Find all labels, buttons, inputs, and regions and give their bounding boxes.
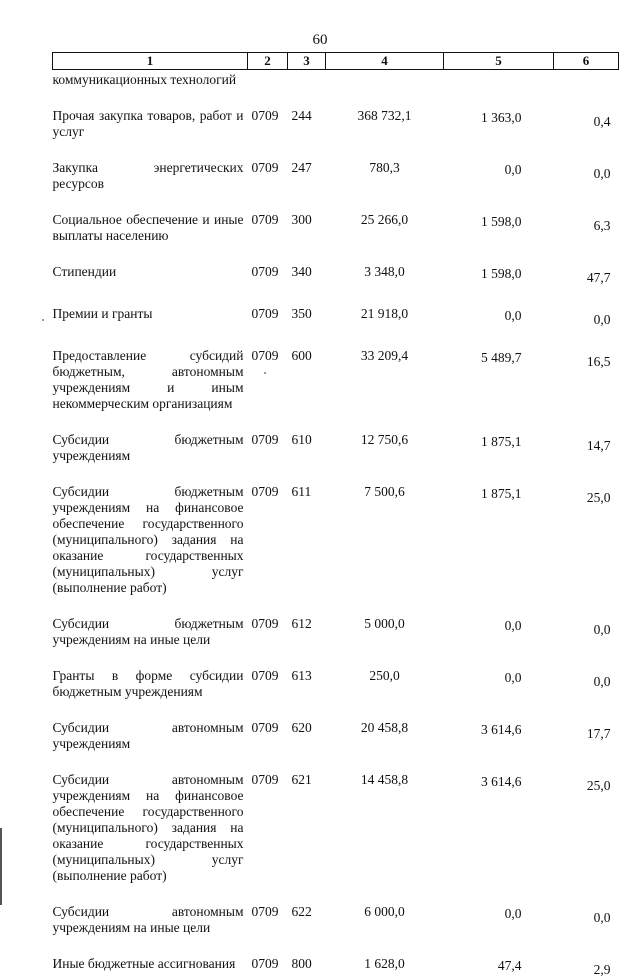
row-name: Субсидии бюджетным учреждениям на иные цели <box>52 616 244 647</box>
page-edge-mark <box>0 828 2 905</box>
row-executed-amount: 0,0 <box>504 670 522 685</box>
row-expense-code: 611 <box>291 484 312 499</box>
row-name: Социальное обеспечение и иные выплаты населению <box>52 212 244 243</box>
row-name: Закупка энергетических ресурсов <box>52 160 244 191</box>
row-percent: 6,3 <box>593 218 611 233</box>
row-section-code: 0709 <box>251 484 279 499</box>
row-name: Предоставление субсидий бюджетным, автономным учреждениям и иным некоммерческим организациям <box>52 348 244 411</box>
row-expense-code: 613 <box>291 668 312 683</box>
row-section-code: 0709 <box>251 264 279 279</box>
table-row <box>53 108 619 140</box>
row-percent: 0,0 <box>593 312 611 327</box>
row-section-code: 0709 <box>251 432 279 447</box>
row-planned-amount: 1 628,0 <box>364 956 405 971</box>
row-executed-amount: 1 875,1 <box>481 486 522 501</box>
row-gap <box>53 596 619 616</box>
row-expense-code: 300 <box>291 212 312 227</box>
row-planned-amount: 7 500,6 <box>364 484 405 499</box>
row-percent: 0,0 <box>593 622 611 637</box>
row-gap <box>53 936 619 956</box>
row-gap <box>53 752 619 772</box>
table-row <box>53 720 619 752</box>
header-col-1: 1 <box>53 53 248 70</box>
row-gap <box>53 700 619 720</box>
row-percent: 0,0 <box>593 166 611 181</box>
row-executed-amount: 3 614,6 <box>481 722 522 737</box>
row-expense-code: 620 <box>291 720 312 735</box>
row-executed-amount: 47,4 <box>497 958 522 973</box>
row-executed-amount: 0,0 <box>504 308 522 323</box>
row-expense-code: 600 <box>291 348 312 363</box>
header-col-3: 3 <box>288 53 326 70</box>
row-section-code: 0709 <box>251 108 279 123</box>
table-row <box>53 616 619 648</box>
row-name: Иные бюджетные ассигнования <box>52 956 236 971</box>
row-name: Субсидии автономным учреждениям на иные цели <box>52 904 244 935</box>
row-planned-amount: 368 732,1 <box>357 108 412 123</box>
row-executed-amount: 5 489,7 <box>481 350 522 365</box>
header-col-2: 2 <box>248 53 288 70</box>
row-gap <box>53 884 619 904</box>
row-name: Стипендии <box>52 264 117 279</box>
table-row <box>53 904 619 936</box>
row-expense-code: 247 <box>291 160 312 175</box>
header-row <box>53 53 619 70</box>
table-row <box>53 956 619 978</box>
row-percent: 25,0 <box>586 490 611 505</box>
row-expense-code: 621 <box>291 772 312 787</box>
row-planned-amount: 25 266,0 <box>360 212 409 227</box>
row-expense-code: 340 <box>291 264 312 279</box>
row-percent: 16,5 <box>586 354 611 369</box>
row-percent: 47,7 <box>586 270 611 285</box>
budget-table-container <box>52 52 618 978</box>
row-gap <box>53 192 619 212</box>
row-gap <box>53 328 619 348</box>
row-planned-amount: 33 209,4 <box>360 348 409 363</box>
row-planned-amount: 12 750,6 <box>360 432 409 447</box>
row-gap <box>53 140 619 160</box>
row-section-code: 0709 <box>251 306 279 321</box>
table-row <box>53 264 619 286</box>
row-executed-amount: 0,0 <box>504 618 522 633</box>
row-planned-amount: 5 000,0 <box>364 616 405 631</box>
row-section-code: 0709 <box>251 772 279 787</box>
row-expense-code: 244 <box>291 108 312 123</box>
row-executed-amount: 3 614,6 <box>481 774 522 789</box>
continuation-text: коммуникационных технологий <box>52 72 237 87</box>
table-row <box>53 306 619 328</box>
row-gap <box>53 648 619 668</box>
row-section-code: 0709 <box>251 616 279 631</box>
row-executed-amount: 1 363,0 <box>481 110 522 125</box>
scan-speck <box>264 372 266 374</box>
row-executed-amount: 0,0 <box>504 906 522 921</box>
row-planned-amount: 21 918,0 <box>360 306 409 321</box>
table-row <box>53 484 619 596</box>
header-col-6: 6 <box>554 53 619 70</box>
row-planned-amount: 780,3 <box>369 160 400 175</box>
row-percent: 0,0 <box>593 674 611 689</box>
row-executed-amount: 0,0 <box>504 162 522 177</box>
row-name: Гранты в форме субсидии бюджетным учреждениям <box>52 668 244 699</box>
row-gap <box>53 88 619 108</box>
table-row <box>53 772 619 884</box>
row-name: Субсидии автономным учреждениям на финансовое обеспечение государственного (муниципального) задания на оказание государственных (муниципальных) услуг (выполнение работ) <box>52 772 244 883</box>
scan-speck <box>42 319 44 321</box>
row-executed-amount: 1 598,0 <box>481 214 522 229</box>
row-planned-amount: 250,0 <box>369 668 400 683</box>
row-name: Премии и гранты <box>52 306 153 321</box>
row-expense-code: 610 <box>291 432 312 447</box>
table-row <box>53 432 619 464</box>
row-gap <box>53 286 619 306</box>
row-planned-amount: 20 458,8 <box>360 720 409 735</box>
row-planned-amount: 3 348,0 <box>364 264 405 279</box>
row-planned-amount: 6 000,0 <box>364 904 405 919</box>
row-gap <box>53 412 619 432</box>
header-col-4: 4 <box>326 53 444 70</box>
row-planned-amount: 14 458,8 <box>360 772 409 787</box>
budget-table <box>52 52 619 978</box>
row-executed-amount: 1 875,1 <box>481 434 522 449</box>
row-section-code: 0709 <box>251 904 279 919</box>
header-col-5: 5 <box>444 53 554 70</box>
row-section-code: 0709 <box>251 348 279 363</box>
row-section-code: 0709 <box>251 212 279 227</box>
row-percent: 0,0 <box>593 910 611 925</box>
row-section-code: 0709 <box>251 720 279 735</box>
row-name: Субсидии автономным учреждениям <box>52 720 244 751</box>
row-expense-code: 622 <box>291 904 312 919</box>
row-expense-code: 350 <box>291 306 312 321</box>
table-row <box>53 668 619 700</box>
table-row <box>53 160 619 192</box>
row-percent: 0,4 <box>593 114 611 129</box>
continuation-row <box>53 70 619 89</box>
row-section-code: 0709 <box>251 956 279 971</box>
row-name: Субсидии бюджетным учреждениям на финансовое обеспечение государственного (муниципального) задания на оказание государственных (муниципальных) услуг (выполнение работ) <box>52 484 244 595</box>
page-number: 60 <box>312 32 328 48</box>
row-name: Прочая закупка товаров, работ и услуг <box>52 108 244 139</box>
table-row <box>53 212 619 244</box>
row-gap <box>53 244 619 264</box>
row-executed-amount: 1 598,0 <box>481 266 522 281</box>
table-row <box>53 348 619 412</box>
row-percent: 2,9 <box>593 962 611 977</box>
row-expense-code: 800 <box>291 956 312 971</box>
row-section-code: 0709 <box>251 160 279 175</box>
row-expense-code: 612 <box>291 616 312 631</box>
row-percent: 14,7 <box>586 438 611 453</box>
row-percent: 17,7 <box>586 726 611 741</box>
row-gap <box>53 464 619 484</box>
row-section-code: 0709 <box>251 668 279 683</box>
row-percent: 25,0 <box>586 778 611 793</box>
row-name: Субсидии бюджетным учреждениям <box>52 432 244 463</box>
